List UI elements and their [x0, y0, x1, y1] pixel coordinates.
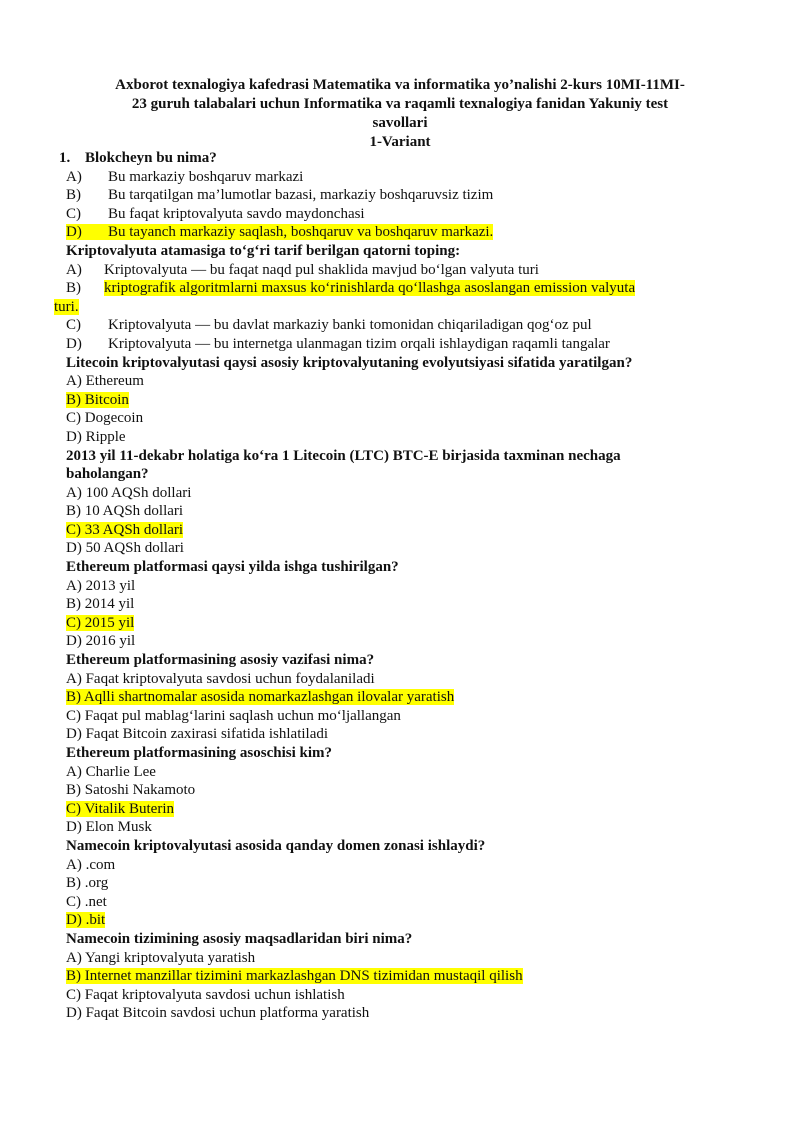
answer-option	[0, 632, 800, 651]
question-text: 2013 yil 11-dekabr holatiga ko‘ra 1 Litecoin (LTC) BTC-E birjasida taxminan nechaga	[66, 447, 621, 464]
question-list	[0, 149, 800, 1023]
question-text: baholangan?	[66, 466, 149, 483]
option-text: B) 10 AQSh dollari	[66, 503, 184, 520]
option-text: D) Faqat Bitcoin savdosi uchun platforma yaratish	[66, 1005, 370, 1022]
answer-option-correct	[0, 521, 800, 540]
question-text: Kriptovalyuta atamasiga to‘g‘ri tarif berilgan qatorni toping:	[66, 242, 461, 259]
option-letter: C)	[66, 205, 81, 222]
option-text: Bu tarqatilgan ma’lumotlar bazasi, markaziy boshqaruvsiz tizim	[108, 187, 494, 204]
answer-option-correct	[0, 391, 800, 410]
option-letter: D)	[66, 224, 82, 241]
option-text: A) Faqat kriptovalyuta savdosi uchun foydalaniladi	[66, 670, 375, 687]
answer-option	[0, 949, 800, 968]
answer-option	[0, 670, 800, 689]
option-text: C) 33 AQSh dollari	[66, 521, 184, 538]
answer-option-correct	[0, 911, 800, 930]
option-text: B) .org	[66, 875, 109, 892]
title-line-2: 23 guruh talabalari uchun Informatika va raqamli texnalogiya fanidan Yakuniy test	[131, 96, 669, 112]
variant-label: 1-Variant	[369, 134, 431, 150]
answer-option	[0, 725, 800, 744]
option-text: Bu faqat kriptovalyuta savdo maydonchasi	[108, 205, 365, 222]
answer-option	[0, 261, 800, 280]
option-text: turi.	[54, 298, 79, 315]
answer-option	[0, 484, 800, 503]
answer-option	[0, 818, 800, 837]
question-text: Namecoin tizimining asosiy maqsadlaridan biri nima?	[66, 930, 413, 947]
option-text: B) Internet manzillar tizimini markazlashgan DNS tizimidan mustaqil qilish	[66, 968, 523, 985]
option-text: B) Satoshi Nakamoto	[66, 782, 196, 799]
option-text: D) Faqat Bitcoin zaxirasi sifatida ishlatiladi	[66, 726, 329, 743]
option-text: Kriptovalyuta — bu faqat naqd pul shaklida mavjud bo‘lgan valyuta turi	[104, 261, 539, 278]
answer-option-correct	[0, 688, 800, 707]
question-9	[0, 930, 800, 949]
question-1	[0, 149, 800, 168]
question-3	[0, 354, 800, 373]
answer-option-correct	[0, 223, 800, 242]
answer-option	[0, 168, 800, 187]
answer-option	[0, 186, 800, 205]
option-text: A) 100 AQSh dollari	[66, 484, 192, 501]
question-text: Ethereum platformasining asosiy vazifasi nima?	[66, 652, 375, 669]
option-text: Bu markaziy boshqaruv markazi	[108, 168, 304, 185]
option-text: A) Ethereum	[66, 373, 144, 390]
answer-option	[0, 577, 800, 596]
answer-option	[0, 335, 800, 354]
option-text: C) .net	[66, 893, 107, 910]
option-text: C) Vitalik Buterin	[66, 800, 174, 817]
question-text: Namecoin kriptovalyutasi asosida qanday domen zonasi ishlaydi?	[66, 837, 486, 854]
title-line-3: savollari	[372, 115, 428, 131]
answer-option-continuation	[0, 298, 800, 317]
question-7	[0, 744, 800, 763]
answer-option	[0, 205, 800, 224]
question-8	[0, 837, 800, 856]
option-text: kriptografik algoritmlarni maxsus ko‘rinishlarda qo‘llashga asoslangan emission valyuta	[104, 280, 636, 297]
answer-option	[0, 428, 800, 447]
option-text: C) Dogecoin	[66, 410, 144, 427]
option-text: D) 50 AQSh dollari	[66, 540, 184, 557]
document-title	[60, 76, 740, 152]
answer-option	[0, 893, 800, 912]
answer-option	[0, 409, 800, 428]
option-letter: A)	[66, 168, 82, 185]
question-text: Litecoin kriptovalyutasi qaysi asosiy kriptovalyutaning evolyutsiyasi sifatida yaratilgan?	[66, 354, 633, 371]
option-text: Kriptovalyuta — bu internetga ulanmagan tizim orqali ishlaydigan raqamli tangalar	[108, 335, 610, 352]
option-text: C) 2015 yil	[66, 614, 135, 631]
question-4-continuation	[0, 465, 800, 484]
question-5	[0, 558, 800, 577]
answer-option	[0, 539, 800, 558]
question-6	[0, 651, 800, 670]
option-letter: D)	[66, 335, 82, 352]
option-text: B) 2014 yil	[66, 596, 135, 613]
title-line-1: Axborot texnalogiya kafedrasi Matematika va informatika yo’nalishi 2-kurs 10MI-11MI-	[115, 77, 685, 93]
question-2	[0, 242, 800, 261]
answer-option	[0, 595, 800, 614]
option-text: D) .bit	[66, 912, 106, 929]
option-letter: A)	[66, 261, 82, 278]
question-text: Ethereum platformasi qaysi yilda ishga tushirilgan?	[66, 559, 399, 576]
answer-option	[0, 1004, 800, 1023]
option-text: C) Faqat pul mablag‘larini saqlash uchun mo‘ljallangan	[66, 707, 401, 724]
option-text: A) .com	[66, 856, 116, 873]
answer-option	[0, 781, 800, 800]
question-text: Ethereum platformasining asoschisi kim?	[66, 745, 332, 761]
answer-option	[0, 707, 800, 726]
answer-option-correct	[0, 279, 800, 298]
option-letter: B)	[66, 187, 81, 204]
option-text: D) Elon Musk	[66, 819, 152, 836]
option-text: B) Aqlli shartnomalar asosida nomarkazlashgan ilovalar yaratish	[66, 689, 455, 706]
option-letter: B)	[66, 280, 81, 297]
option-letter: C)	[66, 317, 81, 334]
option-text: D) 2016 yil	[66, 633, 136, 650]
option-text: Bu tayanch markaziy saqlash, boshqaruv va boshqaruv markazi.	[108, 224, 494, 241]
question-number: 1.	[59, 150, 71, 166]
option-text: A) Charlie Lee	[66, 763, 156, 780]
answer-option	[0, 502, 800, 521]
question-4	[0, 447, 800, 466]
option-text: A) Yangi kriptovalyuta yaratish	[66, 949, 256, 966]
option-text: A) 2013 yil	[66, 577, 136, 594]
option-text: D) Ripple	[66, 428, 126, 445]
question-text: Blokcheyn bu nima?	[85, 150, 217, 166]
option-text: B) Bitcoin	[66, 391, 129, 408]
answer-option	[0, 986, 800, 1005]
answer-option-correct	[0, 614, 800, 633]
answer-option-correct	[0, 800, 800, 819]
answer-option	[0, 316, 800, 335]
answer-option	[0, 372, 800, 391]
option-text: Kriptovalyuta — bu davlat markaziy banki tomonidan chiqariladigan qog‘oz pul	[108, 317, 592, 334]
answer-option-correct	[0, 967, 800, 986]
option-text: C) Faqat kriptovalyuta savdosi uchun ishlatish	[66, 986, 345, 1003]
answer-option	[0, 874, 800, 893]
answer-option	[0, 856, 800, 875]
answer-option	[0, 763, 800, 782]
